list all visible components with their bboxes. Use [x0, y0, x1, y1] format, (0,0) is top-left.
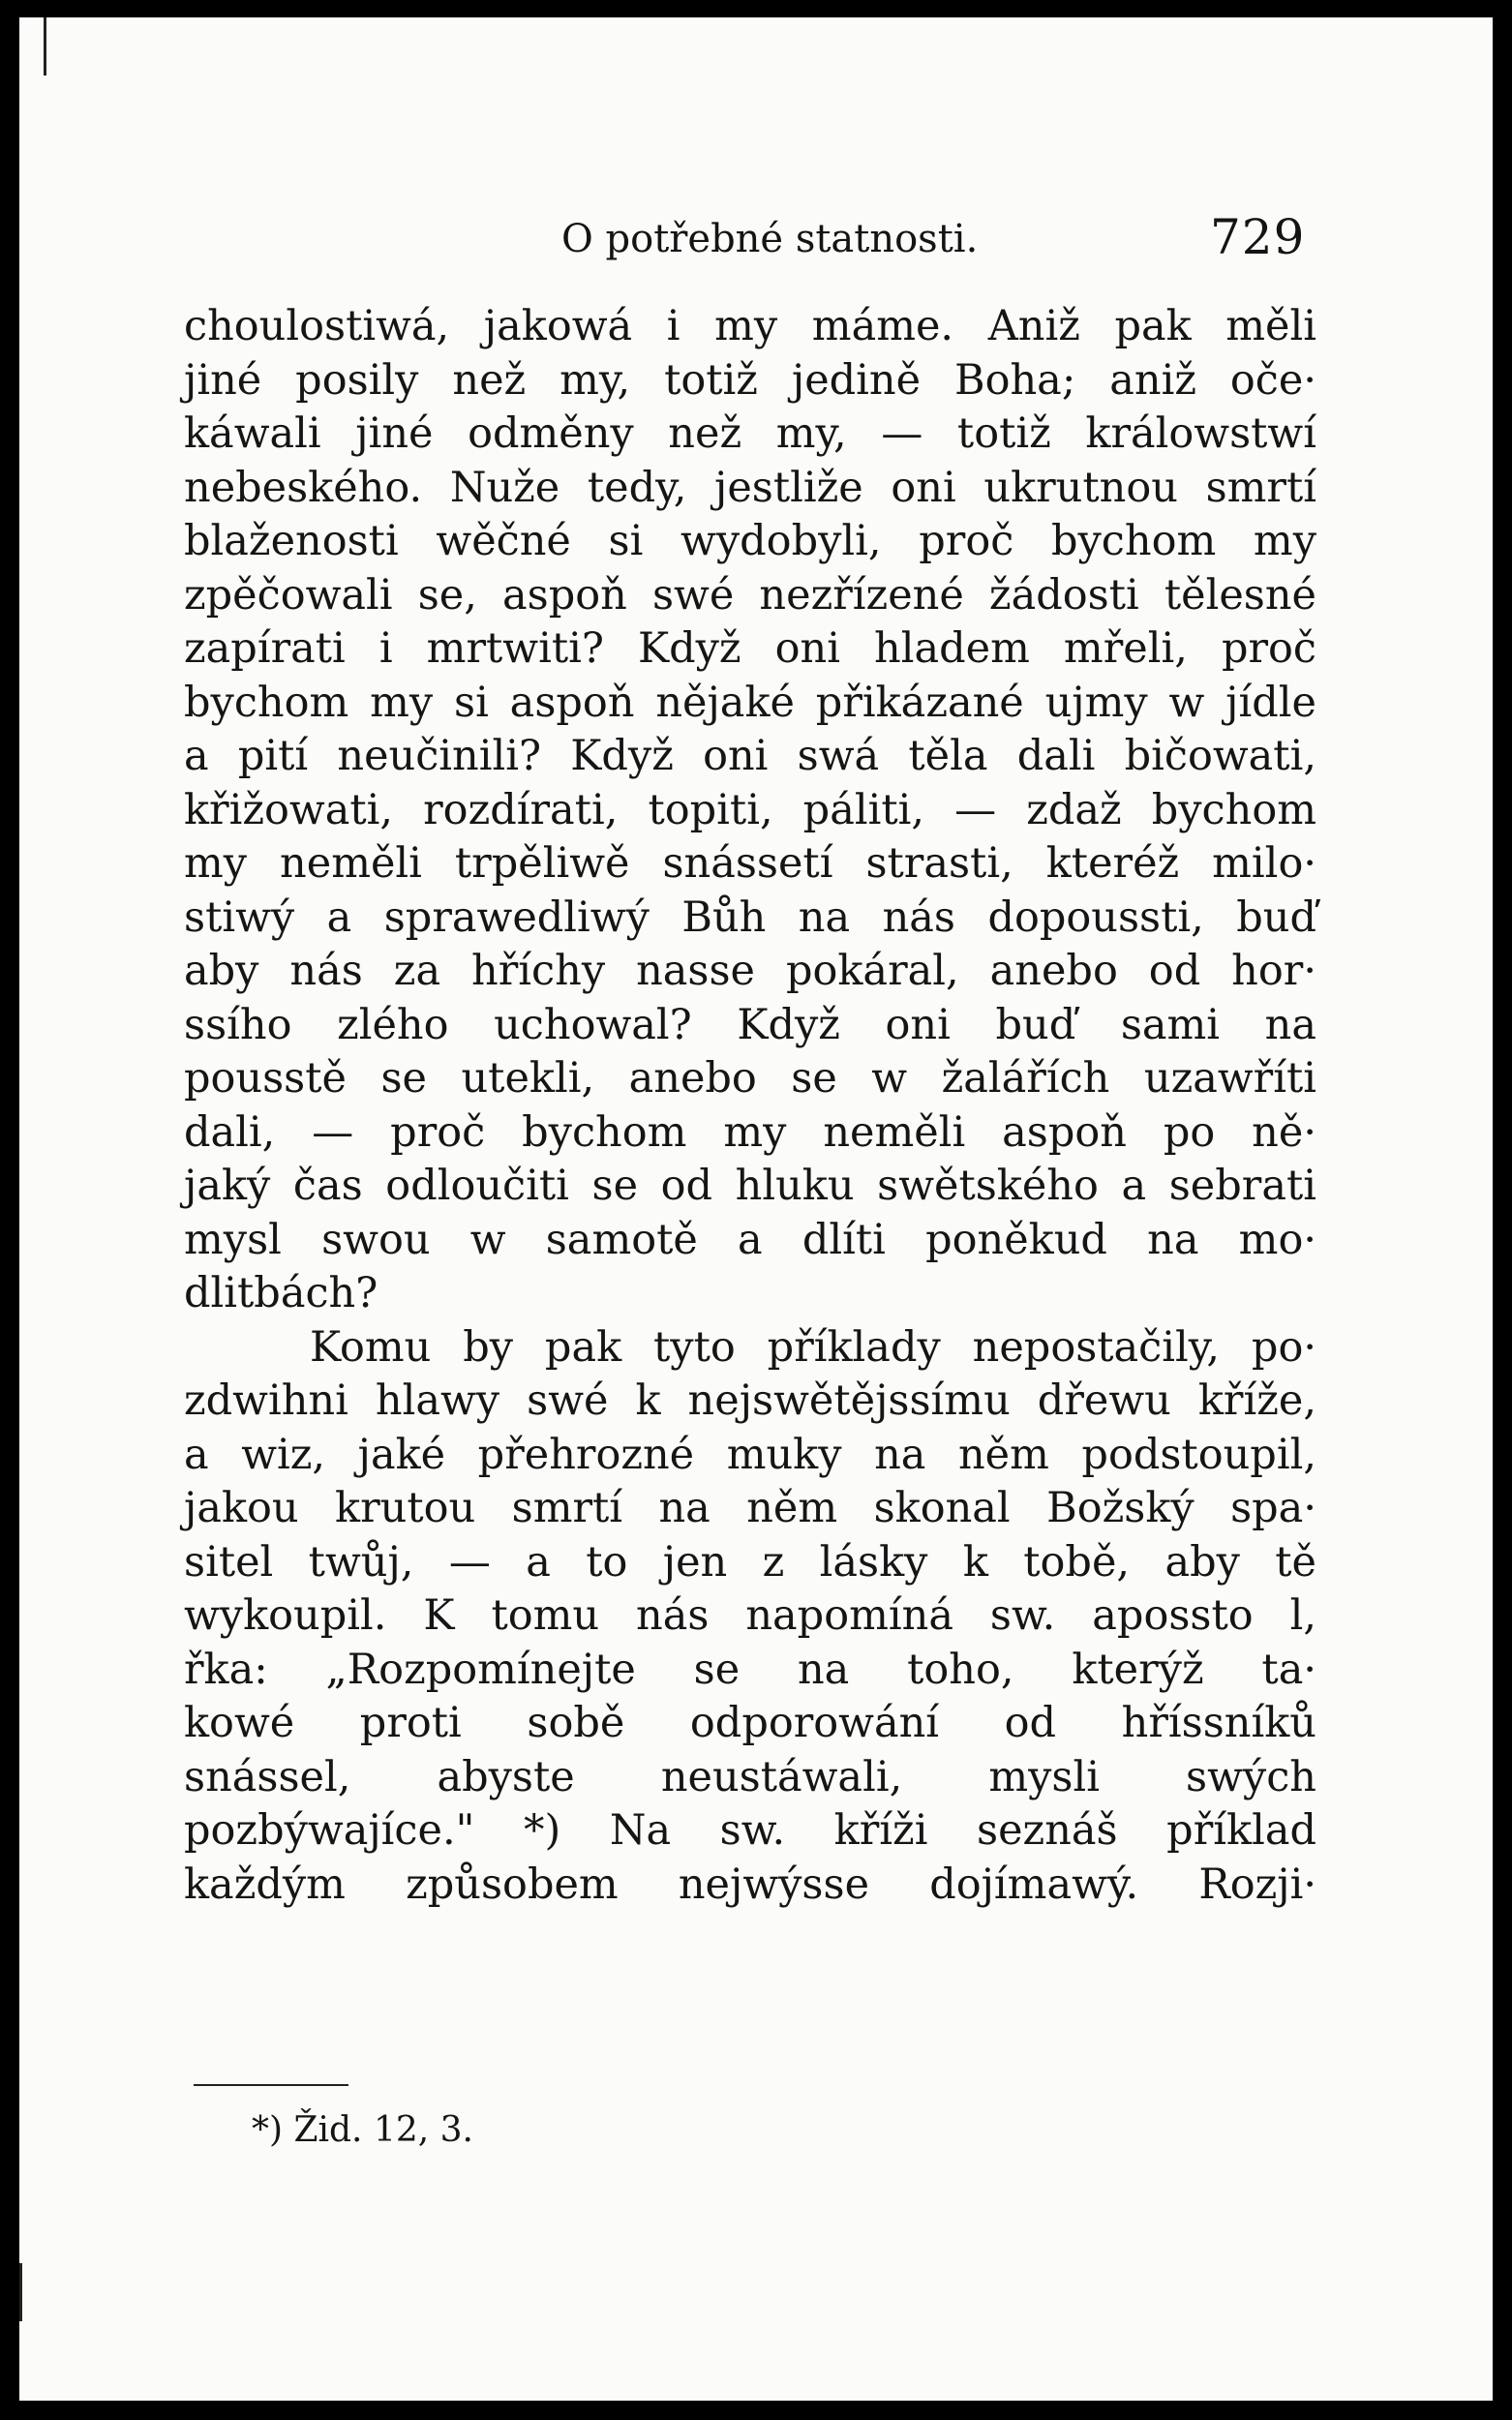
- text-line: dlitbách?: [184, 1269, 378, 1317]
- paragraph-start-line: Komu by pak tyto příklady nepostačily, po·: [310, 1322, 1316, 1372]
- text-line: zdwihni hlawy swé k nejswětějssímu dřewu kříže,: [184, 1376, 1316, 1425]
- text-line: zpěčowali se, aspoň swé nezřízené žádosti tělesné: [184, 570, 1316, 620]
- text-line: nebeského. Nuže tedy, jestliže oni ukrutnou smrtí: [184, 463, 1316, 512]
- text-line: jakou krutou smrtí na něm skonal Božský spa·: [184, 1484, 1316, 1532]
- running-title: O potřebné statnosti.: [561, 217, 979, 261]
- text-line: dali, — proč bychom my neměli aspoň po ně·: [184, 1107, 1316, 1157]
- text-line: pozbýwajíce." *) Na sw. kříži seznáš příklad: [184, 1806, 1316, 1855]
- text-line: mysl swou w samotě a dlíti poněkud na mo·: [184, 1215, 1316, 1264]
- text-line: my neměli trpěliwě snássetí strasti, kteréž milo·: [184, 839, 1316, 888]
- scan-edge-mark: [19, 2263, 22, 2321]
- text-line: choulostiwá, jakowá i my máme. Aniž pak měli: [184, 302, 1316, 350]
- text-line: a wiz, jaké přehrozné muky na něm podstoupil,: [184, 1430, 1316, 1479]
- text-line: řka: „Rozpomínejte se na toho, kterýž ta·: [184, 1645, 1316, 1694]
- text-line: zapírati i mrtwiti? Když oni hladem mřeli, proč: [184, 624, 1316, 673]
- text-line: stiwý a sprawedliwý Bůh na nás dopoussti, buď: [184, 892, 1316, 942]
- footnote: *) Žid. 12, 3.: [252, 2110, 473, 2150]
- page-header: [19, 207, 1493, 275]
- text-line: jiné posily než my, totiž jedině Boha; aniž oče·: [184, 355, 1316, 405]
- text-line: a pití neučinili? Když oni swá těla dali bičowati,: [184, 732, 1316, 780]
- text-line: káwali jiné odměny než my, — totiž králowstwí: [184, 409, 1316, 458]
- text-line: každým způsobem nejwýsse dojímawý. Rozji·: [184, 1860, 1316, 1909]
- text-line: bychom my si aspoň nějaké přikázané ujmy w jídle: [184, 678, 1316, 727]
- text-line: jaký čas odloučiti se od hluku swětského a sebrati: [184, 1162, 1316, 1210]
- text-line: kowé proti sobě odporowání od hříssníků: [184, 1699, 1316, 1747]
- text-line: aby nás za hříchy nasse pokáral, anebo od hor·: [184, 947, 1316, 995]
- text-line: blaženosti wěčné si wydobyli, proč bychom my: [184, 517, 1316, 565]
- text-line: pousstě se utekli, anebo se w žalářích uzawříti: [184, 1054, 1316, 1103]
- text-line: křižowati, rozdírati, topiti, páliti, — zdaž bychom: [184, 785, 1316, 834]
- scan-edge-mark: [44, 17, 46, 76]
- text-line: ssího zlého uchowal? Když oni buď sami na: [184, 1000, 1316, 1049]
- page-number: 729: [1210, 209, 1306, 265]
- body-text: [184, 300, 1316, 1912]
- text-line: wykoupil. K tomu nás napomíná sw. apossto l,: [184, 1591, 1316, 1640]
- text-line: snássel, abyste neustáwali, mysli swých: [184, 1752, 1316, 1801]
- text-line: sitel twůj, — a to jen z lásky k tobě, aby tě: [184, 1537, 1316, 1587]
- footnote-rule: [194, 2084, 348, 2086]
- book-page: [19, 17, 1493, 2401]
